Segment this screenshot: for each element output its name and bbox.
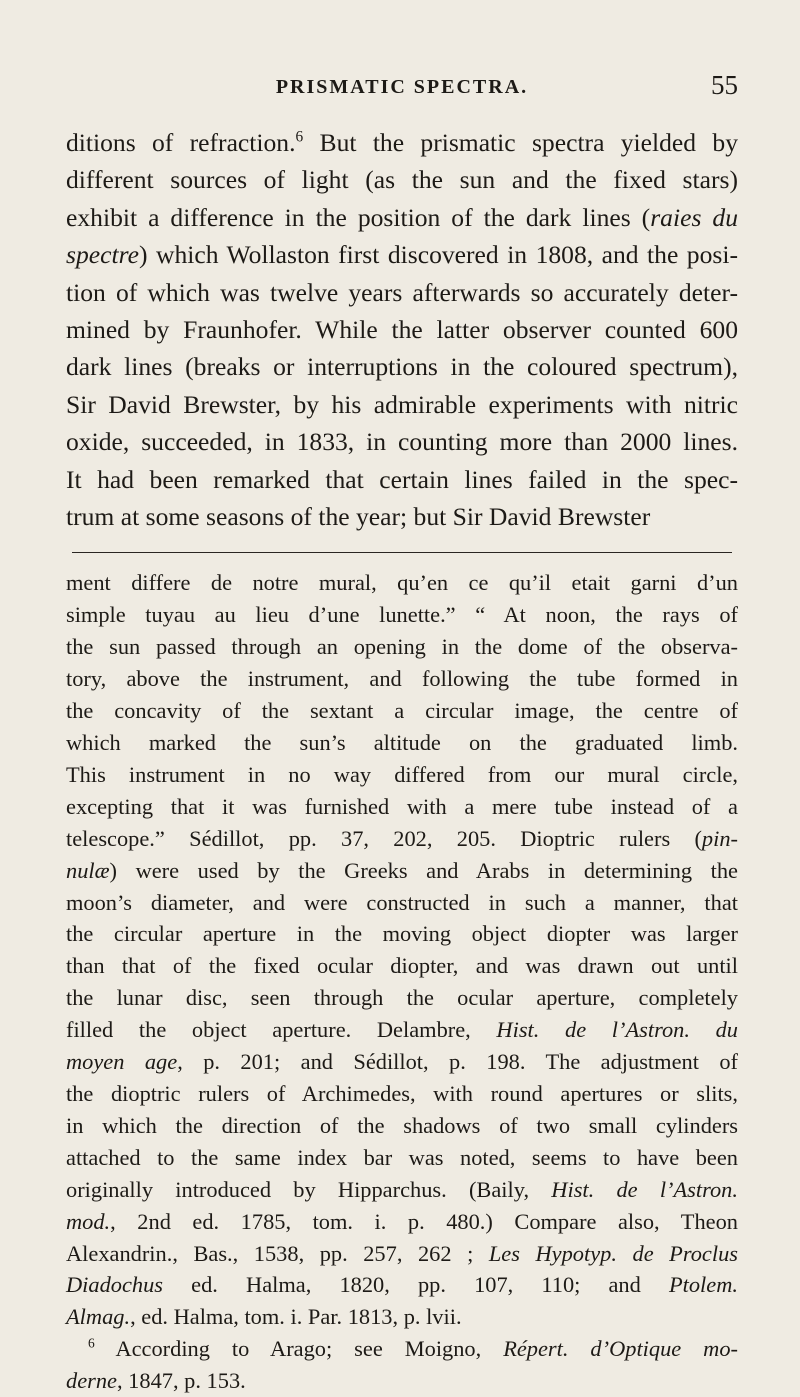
note-line: attached to the same index bar was noted, seems to have been: [66, 1144, 738, 1170]
main-text: [66, 124, 738, 535]
text-line: exhibit a difference in the position of the dark lines (raies du: [66, 202, 738, 232]
footnote-divider: [72, 552, 732, 553]
note-line: moyen age, p. 201; and Sédillot, p. 198. The adjustment of: [66, 1049, 738, 1075]
note-line: mod., 2nd ed. 1785, tom. i. p. 480.) Compare also, Theon: [66, 1208, 738, 1234]
note-line: originally introduced by Hipparchus. (Baily, Hist. de l’Astron.: [66, 1176, 738, 1202]
note-line: telescope.” Sédillot, pp. 37, 202, 205. Dioptric rulers (pin-: [66, 825, 738, 851]
page-number: 55: [711, 70, 738, 100]
note-line: moon’s diameter, and were constructed in such a manner, that: [66, 889, 738, 915]
text-line: dark lines (breaks or interruptions in the coloured spectrum),: [66, 352, 738, 382]
note-line: the lunar disc, seen through the ocular aperture, completely: [66, 985, 738, 1011]
note-line: Diadochus ed. Halma, 1820, pp. 107, 110; and Ptolem.: [66, 1272, 738, 1298]
note-line: tory, above the instrument, and following the tube formed in: [66, 666, 738, 692]
note-line: in which the direction of the shadows of two small cylinders: [66, 1112, 738, 1138]
note-line: ment differe de notre mural, qu’en ce qu’il etait garni d’un: [66, 570, 738, 596]
note-line: the concavity of the sextant a circular image, the centre of: [66, 698, 738, 724]
text-line: oxide, succeeded, in 1833, in counting more than 2000 lines.: [66, 427, 738, 457]
text-line: tion of which was twelve years afterwards so accurately deter-: [66, 277, 738, 307]
page-header: [66, 0, 738, 124]
footnote-reference: 6: [295, 128, 304, 146]
note-line: which marked the sun’s altitude on the graduated limb.: [66, 730, 738, 755]
note-line: the circular aperture in the moving object diopter was larger: [66, 921, 738, 947]
note-line: filled the object aperture. Delambre, Hist. de l’Astron. du: [66, 1017, 739, 1043]
note-line: than that of the fixed ocular diopter, and was drawn out until: [66, 953, 738, 979]
text-line: ditions of refraction.$^6$ But the prismatic spectra yielded by: [66, 128, 738, 157]
note-line: derne, 1847, p. 153.: [66, 1368, 246, 1394]
text-line: trum at some seasons of the year; but Sir David Brewster: [66, 502, 651, 532]
note-line: simple tuyau au lieu d’une lunette.” “ At noon, the rays of: [66, 602, 738, 628]
text-line: mined by Fraunhofer. While the latter observer counted 600: [66, 315, 738, 345]
text-line: different sources of light (as the sun and the fixed stars): [66, 165, 738, 195]
note-line: Alexandrin., Bas., 1538, pp. 257, 262 ; Les Hypotyp. de Proclus: [66, 1240, 738, 1266]
text-line: Sir David Brewster, by his admirable experiments with nitric: [66, 389, 738, 419]
note-line: nulæ) were used by the Greeks and Arabs in determining the: [66, 857, 738, 883]
note-line: the dioptric rulers of Archimedes, with round apertures or slits,: [66, 1080, 738, 1106]
note-line: This instrument in no way differed from our mural circle,: [66, 761, 738, 787]
text-line: spectre) which Wollaston first discovered in 1808, and the posi-: [66, 240, 738, 270]
note-line: the sun passed through an opening in the dome of the observa-: [66, 634, 738, 660]
running-head: PRISMATIC SPECTRA.: [275, 76, 529, 98]
note-line: Almag., ed. Halma, tom. i. Par. 1813, p. lvii.: [66, 1304, 462, 1330]
note-line: excepting that it was furnished with a mere tube instead of a: [66, 793, 738, 819]
text-line: It had been remarked that certain lines failed in the spec-: [66, 464, 738, 494]
footnotes: [66, 567, 738, 1397]
footnote-6: $^6$ According to Arago; see Moigno, Répert. d’Optique mo-: [88, 1335, 738, 1362]
footnote-marker: 6: [88, 1335, 95, 1351]
